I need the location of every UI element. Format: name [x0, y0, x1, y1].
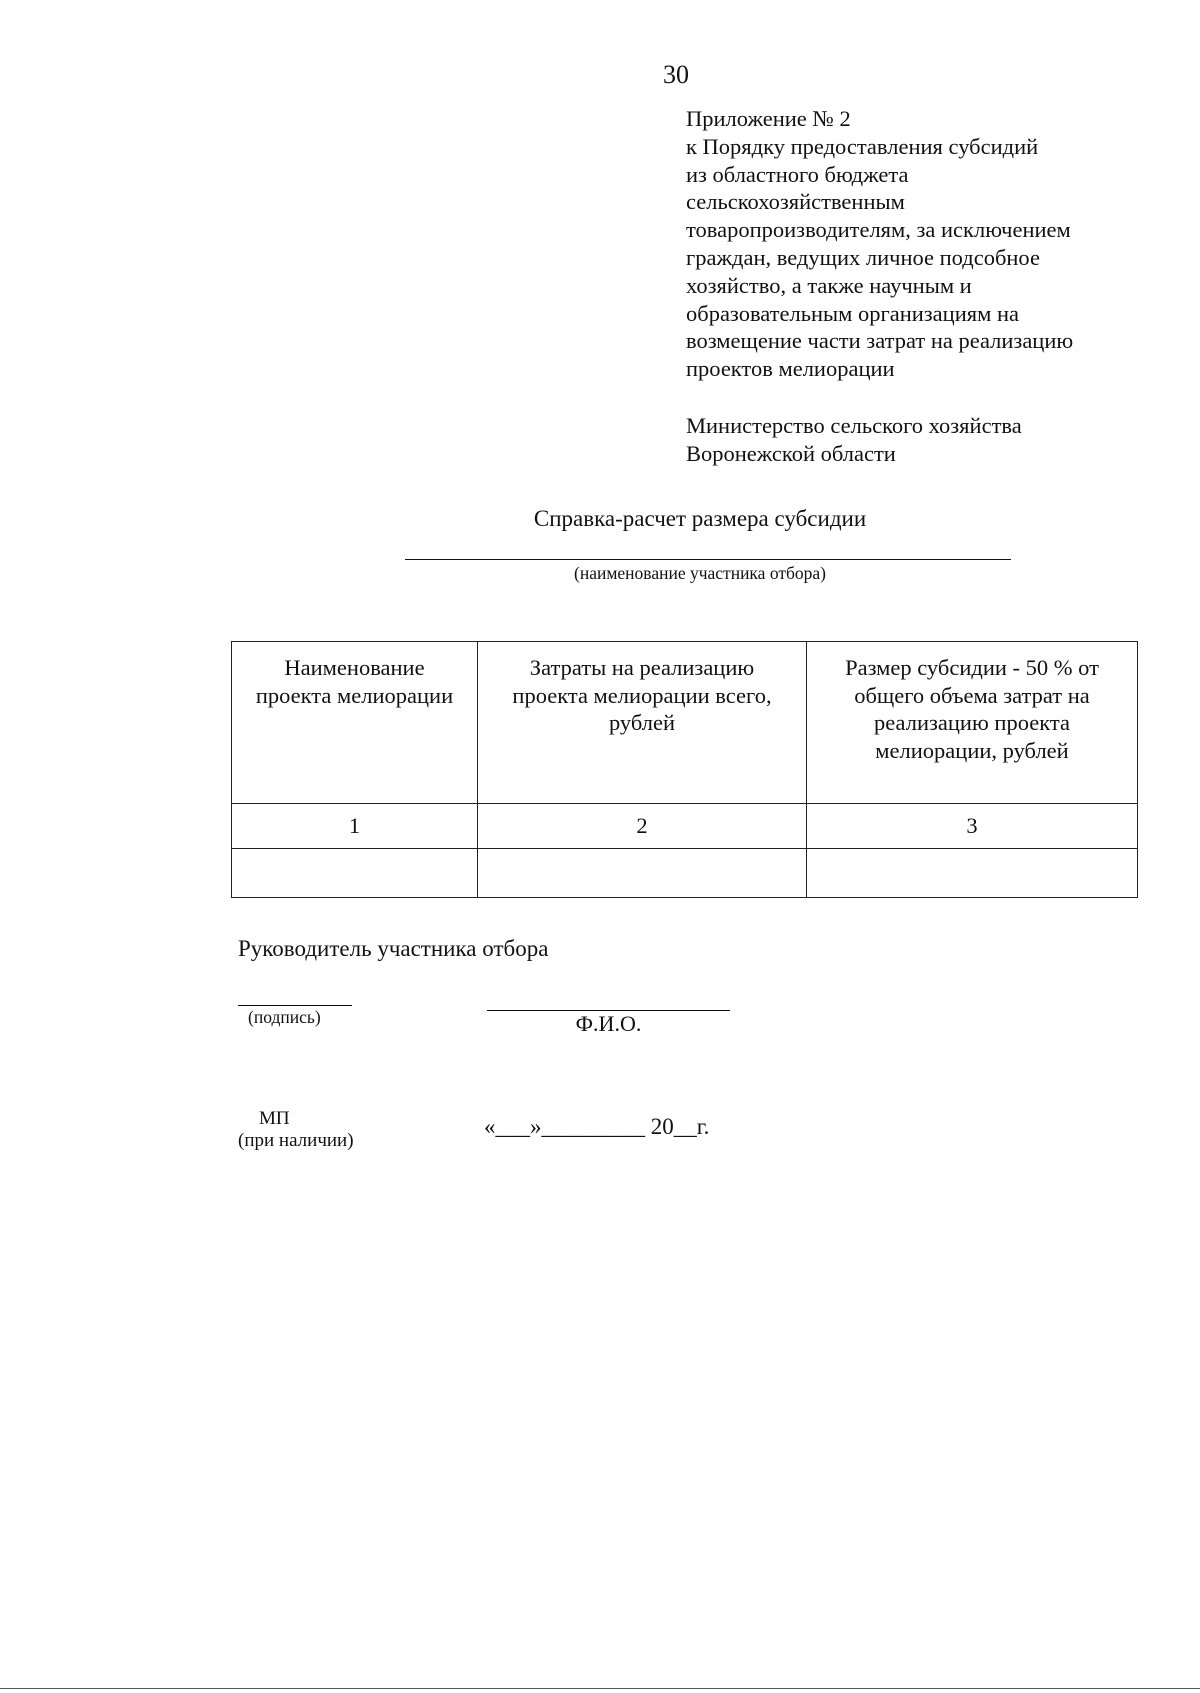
header-line: реализацию проекта	[874, 710, 1070, 735]
subsidy-calculation-table	[231, 641, 1138, 898]
appendix-line: граждан, ведущих личное подсобное	[686, 244, 1040, 270]
header-cell-total-costs	[478, 642, 807, 804]
header-line: Наименование	[284, 655, 425, 680]
header-line: общего объема затрат на	[854, 682, 1090, 708]
header-line: рублей	[608, 710, 676, 735]
data-cell	[807, 848, 1138, 897]
appendix-line: образовательным организациям на	[686, 300, 1019, 326]
data-cell	[478, 848, 807, 897]
ministry-line: Воронежской области	[686, 440, 896, 466]
header-line: проекта мелиорации	[255, 682, 454, 708]
fio-caption: Ф.И.О.	[575, 1011, 642, 1036]
appendix-line: хозяйство, а также научным и	[686, 272, 972, 298]
stamp-label: МП	[259, 1108, 290, 1129]
appendix-line: сельскохозяйственным	[686, 189, 905, 215]
signature-caption: (подпись)	[248, 1007, 321, 1027]
participant-caption: (наименование участника отбора)	[574, 563, 826, 583]
column-number-cell: 3	[807, 803, 1138, 848]
appendix-line: товаропроизводителям, за исключением	[686, 217, 1071, 243]
column-number-cell: 2	[478, 803, 807, 848]
ministry-block	[686, 412, 1126, 468]
document-title: Справка-расчет размера субсидии	[533, 506, 867, 531]
head-label: Руководитель участника отбора	[238, 936, 549, 961]
header-line: Размер субсидии - 50 % от	[845, 655, 1099, 680]
appendix-line: к Порядку предоставления субсидий	[686, 133, 1039, 159]
header-line: проекта мелиорации всего,	[512, 682, 772, 708]
table-row-column-numbers	[232, 803, 1138, 848]
ministry-line: Министерство сельского хозяйства	[686, 413, 1022, 438]
table-header-row	[232, 642, 1138, 804]
header-cell-subsidy-amount	[807, 642, 1138, 804]
stamp-note: (при наличии)	[238, 1130, 354, 1151]
appendix-line: возмещение части затрат на реализацию	[686, 328, 1074, 354]
column-number-cell: 1	[232, 803, 478, 848]
table-row-empty	[232, 848, 1138, 897]
page-bottom-edge	[0, 1688, 1200, 1689]
appendix-header	[686, 105, 1126, 383]
appendix-line: из областного бюджета	[686, 161, 909, 187]
data-cell	[232, 848, 478, 897]
header-cell-project-name	[232, 642, 478, 804]
date-field: «___»_________ 20__г.	[484, 1114, 710, 1139]
signature-line	[238, 1005, 352, 1006]
page-number: 30	[663, 60, 689, 89]
header-line: мелиорации, рублей	[875, 737, 1069, 763]
appendix-line: проектов мелиорации	[686, 356, 895, 382]
participant-name-line	[405, 559, 1011, 560]
header-line: Затраты на реализацию	[529, 655, 755, 680]
appendix-line: Приложение № 2	[686, 106, 851, 131]
